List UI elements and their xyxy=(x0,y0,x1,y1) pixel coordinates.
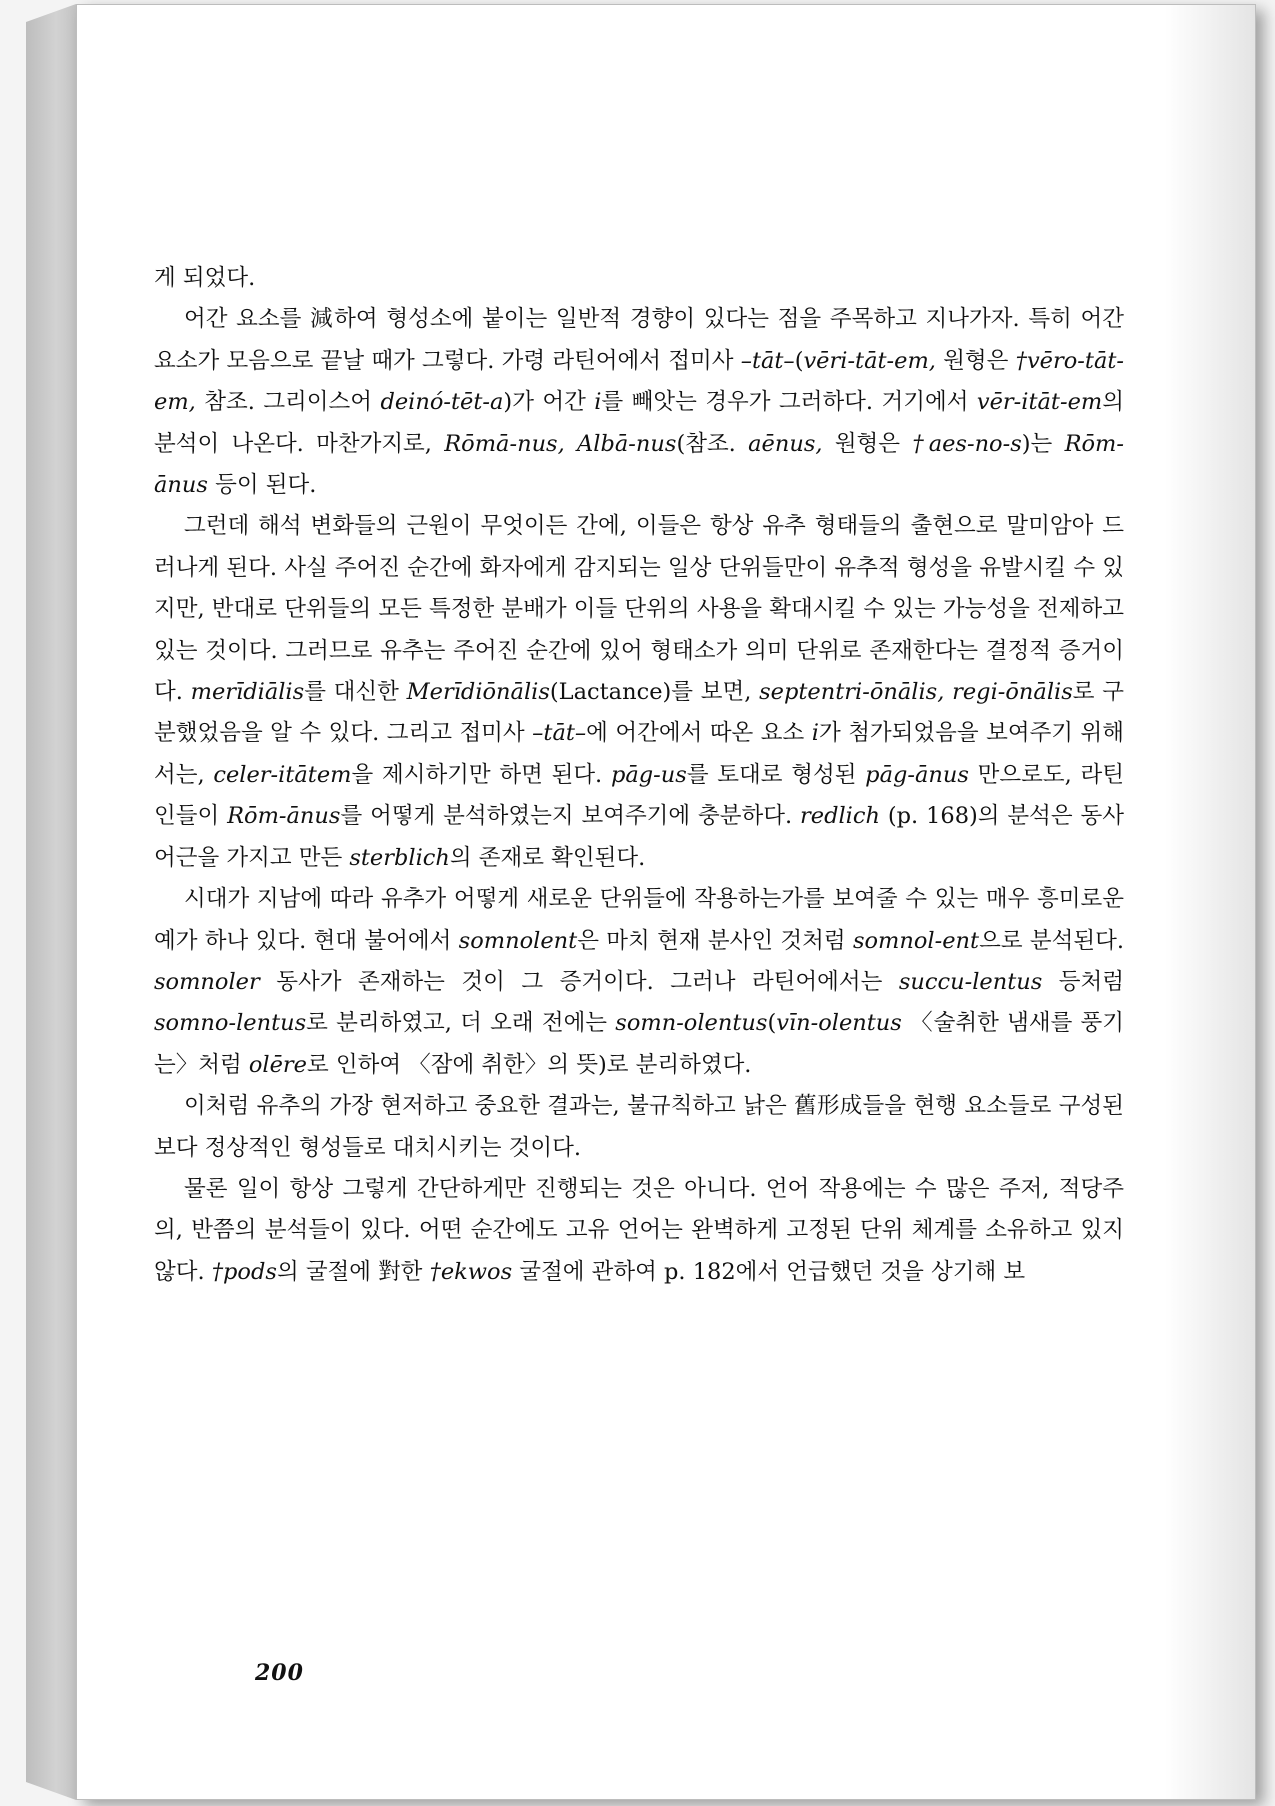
text-run: 를 대신한 xyxy=(304,679,407,706)
text-run: 굴절에 관하여 p. 182에서 언급했던 것을 상기해 보 xyxy=(512,1258,1026,1285)
text-run: 물론 일이 항상 그렇게 간단하게만 진행되는 것은 아니다. 언어 작용에는 수 많은 주저, 적당주의, 반쯤의 분석들이 있다. 어떤 순간에도 고유 언어는 완벽하게 고정된 단위 체계를 소유하고 있지 않다. xyxy=(154,1175,1124,1285)
italic-term: i xyxy=(811,720,819,747)
paragraph xyxy=(154,258,1124,299)
italic-term: aēnus, xyxy=(748,430,823,457)
text-run: 동사가 존재하는 것이 그 증거이다. 그러나 라틴어에서는 xyxy=(259,968,899,995)
italic-term: †aes-no-s xyxy=(912,430,1022,457)
italic-term: †ekwos xyxy=(429,1258,513,1285)
text-run: 〈술취한 냄새를 풍기는〉처럼 xyxy=(154,1010,1125,1078)
italic-term: celer-itātem xyxy=(213,761,352,788)
italic-term: †pods xyxy=(211,1258,277,1285)
italic-term: merīdiālis xyxy=(190,679,305,706)
paragraph xyxy=(154,879,1124,1086)
paragraph xyxy=(154,506,1124,879)
italic-term: –tāt– xyxy=(740,347,795,374)
text-run: 어간 요소를 減하여 형성소에 붙이는 일반적 경향이 있다는 점을 주목하고 지나가자. 특히 어간 요소가 모음으로 끝날 때가 그렇다. 가령 라틴어에서 접미사 xyxy=(154,306,1124,374)
italic-term: †vēro-tāt-em, xyxy=(154,347,1125,416)
italic-term: i xyxy=(594,389,602,416)
text-run: 를 어떻게 분석하였는지 보여주기에 충분하다. xyxy=(340,803,801,830)
paragraph xyxy=(154,1169,1124,1293)
text-run: 시대가 지남에 따라 유추가 어떻게 새로운 단위들에 작용하는가를 보여줄 수 있는 매우 흥미로운 예가 하나 있다. 현대 불어에서 xyxy=(154,886,1124,954)
text-run: 만으로도, 라틴인들이 xyxy=(154,761,1124,830)
text-run: 로 분리하였고, 더 오래 전에는 xyxy=(306,1010,616,1037)
page-number: 200 xyxy=(255,1660,304,1686)
text-run: 을 제시하기만 하면 된다. xyxy=(351,761,611,788)
text-run: ( xyxy=(794,347,804,374)
text-run: 등처럼 xyxy=(1042,968,1124,995)
italic-term: vīn-olentus xyxy=(776,1010,902,1037)
text-run: 의 분석이 나온다. 마찬가지로, xyxy=(154,389,1124,457)
text-run: 참조. 그리이스어 xyxy=(195,389,381,416)
italic-term: somnol-ent xyxy=(852,927,980,954)
italic-term: septentri-ōnālis, regi-ōnālis xyxy=(759,679,1073,706)
text-run: 로 인하여 〈잠에 취한〉의 뜻)로 분리하였다. xyxy=(307,1051,752,1078)
text-run: 의 굴절에 對한 xyxy=(276,1258,430,1285)
italic-term: Rōm-ānus xyxy=(154,430,1124,499)
italic-term: deinó-tēt-a xyxy=(380,389,504,416)
italic-term: –tāt– xyxy=(532,720,587,747)
italic-term: olēre xyxy=(248,1051,307,1078)
italic-term: somno-lentus xyxy=(154,1010,307,1037)
text-run: 의 존재로 확인된다. xyxy=(449,844,646,871)
italic-term: somnoler xyxy=(154,968,260,995)
text-run: 게 되었다. xyxy=(154,265,256,291)
text-run: (Lactance)를 보면, xyxy=(549,679,760,706)
text-run: (p. 168)의 분석은 동사 어근을 가지고 만든 xyxy=(154,803,1124,871)
paragraph xyxy=(154,299,1124,506)
italic-term: Rōmā-nus, Albā-nus xyxy=(444,430,677,457)
text-run: 로 구분했었음을 알 수 있다. 그리고 접미사 xyxy=(154,679,1124,747)
text-run: 를 빼앗는 경우가 그러하다. 거기에서 xyxy=(601,389,977,416)
italic-term: vēri-tāt-em, xyxy=(803,347,936,374)
italic-term: Rōm-ānus xyxy=(227,803,341,830)
italic-term: Merīdiōnālis xyxy=(406,679,550,706)
text-run: )가 어간 xyxy=(503,389,595,416)
italic-term: somn-olentus xyxy=(615,1010,768,1037)
page-body-text xyxy=(154,258,1124,1293)
italic-term: somnolent xyxy=(458,927,578,954)
italic-term: sterblich xyxy=(349,844,450,871)
italic-term: succu-lentus xyxy=(898,968,1043,995)
text-run: 으로 분석된다. xyxy=(979,927,1124,954)
text-run: ( xyxy=(767,1010,777,1037)
text-run: 원형은 xyxy=(935,347,1016,374)
page-curl-shadow xyxy=(1165,5,1255,1799)
text-run: 에 어간에서 따온 요소 xyxy=(586,720,812,747)
italic-term: vēr-itāt-em xyxy=(976,389,1103,416)
text-run: 를 토대로 형성된 xyxy=(686,761,866,788)
italic-term: redlich xyxy=(800,803,880,830)
italic-term: pāg-ānus xyxy=(865,761,969,788)
text-run: )는 xyxy=(1021,430,1065,457)
text-run: 은 마치 현재 분사인 것처럼 xyxy=(577,927,853,954)
italic-term: pāg-us xyxy=(610,761,687,788)
book-spine xyxy=(26,4,76,1800)
text-run: 등이 된다. xyxy=(207,472,317,499)
text-run: 그런데 해석 변화들의 근원이 무엇이든 간에, 이들은 항상 유추 형태들의 출현으로 말미암아 드러나게 된다. 사실 주어진 순간에 화자에게 감지되는 일상 단위들만이 유추적 형성을 유발시킬 수 있지만, 반대로 단위들의 모든 특정한 분배가 이들 단위의 사용을 확대시킬 수 있는 가능성을 전제하고 있는 것이다. 그러므로 유추는 주어진 순간에 있어 형태소가 의미 단위로 존재한다는 결정적 증거이다. xyxy=(154,513,1124,706)
text-run: 이처럼 유추의 가장 현저하고 중요한 결과는, 불규칙하고 낡은 舊形成들을 현행 요소들로 구성된 보다 정상적인 형성들로 대치시키는 것이다. xyxy=(154,1093,1124,1161)
text-run: (참조. xyxy=(676,430,749,457)
text-run: 원형은 xyxy=(822,430,913,457)
paragraph xyxy=(154,1086,1124,1169)
text-run: 가 첨가되었음을 보여주기 위해서는, xyxy=(154,720,1125,788)
